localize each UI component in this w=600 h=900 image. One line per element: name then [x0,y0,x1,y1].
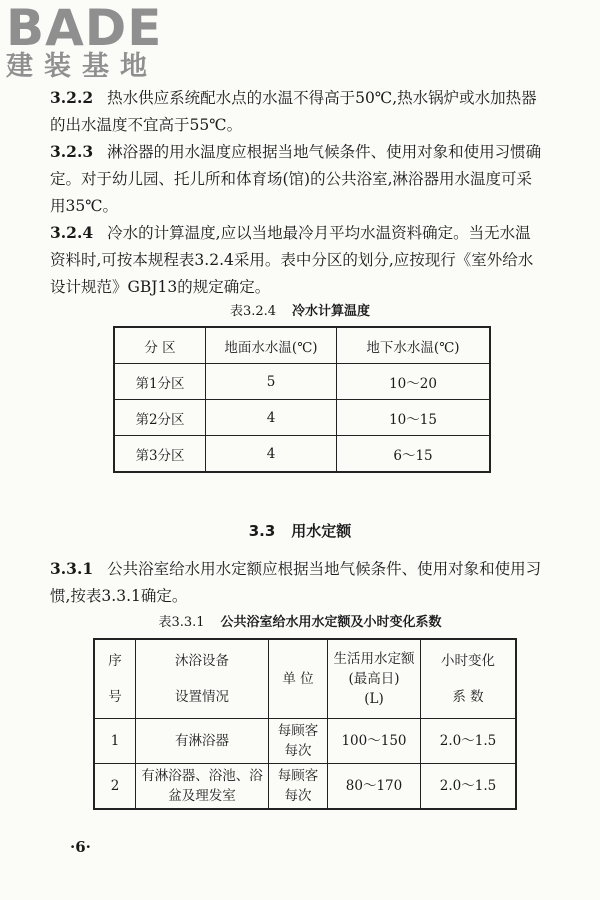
section-title: 用水定额 [291,522,352,540]
clause-text: 冷水的计算温度,应以当地最冷月平均水温资料确定。当无水温资料时,可按本规程表3.2.4采用。表中分区的划分,应按现行《室外给水设计规范》GBJ13的规定确定。 [50,224,534,296]
table-3-2-4-caption [0,300,600,319]
cell-ground: 10～20 [337,364,491,400]
caption-number: 表3.2.4 [229,304,277,319]
table-header-row [114,327,490,364]
table-row [114,364,490,400]
clause-3-2-4 [50,219,546,301]
header-ground-water: 地下水水温(℃) [337,327,491,364]
header-quota-line1: 生活用水定额 [333,651,415,667]
cell-coefficient: 2.0～1.5 [421,719,517,764]
table-header-row [94,639,516,719]
clause-number: 3.3.1 [50,559,94,578]
header-equipment [136,639,269,719]
table-row [94,764,516,810]
cell-seq: 1 [94,719,136,764]
header-quota-line2: (最高日) [348,671,400,687]
cell-zone: 第3分区 [114,436,206,473]
clause-3-3-1 [50,555,546,610]
header-coefficient [421,639,517,719]
header-equip-bottom: 设置情况 [175,689,229,705]
bathhouse-water-quota-table [93,638,517,810]
cell-zone: 第1分区 [114,364,206,400]
cell-quota: 100～150 [328,719,421,764]
page-number: ·6· [70,838,91,856]
cell-surface: 5 [206,364,337,400]
header-equip-top: 沐浴设备 [175,653,229,669]
cell-equipment: 有淋浴器、浴池、浴盆及理发室 [136,764,269,810]
cell-ground: 10～15 [337,400,491,436]
cell-quota: 80～170 [328,764,421,810]
header-quota [328,639,421,719]
logo-subtitle: 建装基地 [6,51,158,82]
clause-text: 热水供应系统配水点的水温不得高于50℃,热水锅炉或水加热器的出水温度不宜高于55℃。 [50,89,537,134]
cell-surface: 4 [206,436,337,473]
header-seq [94,639,136,719]
cell-unit: 每顾客每次 [269,764,328,810]
header-seq-bottom: 号 [108,689,122,705]
clause-text: 淋浴器的用水温度应根据当地气候条件、使用对象和使用习惯确定。对于幼儿园、托儿所和体育场(馆)的公共浴室,淋浴器用水温度可采用35℃。 [50,143,542,215]
cell-seq: 2 [94,764,136,810]
clause-number: 3.2.3 [50,142,94,161]
section-number: 3.3 [248,522,276,540]
caption-number: 表3.3.1 [158,615,205,630]
header-seq-top: 序 [108,653,122,669]
table-row [94,719,516,764]
clause-3-2-3 [50,138,546,220]
clause-text: 公共浴室给水用水定额应根据当地气候条件、使用对象和使用习惯,按表3.3.1确定。 [50,560,542,605]
clause-number: 3.2.4 [50,223,94,242]
cell-ground: 6～15 [337,436,491,473]
header-unit: 单 位 [269,639,328,719]
header-coef-top: 小时变化 [441,653,495,669]
cold-water-temperature-table [113,326,491,473]
table-row [114,436,490,473]
header-coef-bottom: 系 数 [452,689,484,705]
section-heading [0,520,600,541]
cell-equipment: 有淋浴器 [136,719,269,764]
cell-zone: 第2分区 [114,400,206,436]
clause-3-2-2 [50,84,546,139]
header-quota-line3: (L) [364,691,384,707]
logo-wordmark: BADE [6,0,163,57]
table-3-3-1-caption [0,611,600,630]
clause-number: 3.2.2 [50,88,94,107]
table-row [114,400,490,436]
caption-title: 公共浴室给水用水定额及小时变化系数 [220,615,442,630]
cell-coefficient: 2.0～1.5 [421,764,517,810]
header-surface-water: 地面水水温(℃) [206,327,337,364]
cell-unit: 每顾客每次 [269,719,328,764]
caption-title: 冷水计算温度 [292,304,371,319]
cell-surface: 4 [206,400,337,436]
site-logo [6,2,176,82]
header-zone: 分 区 [114,327,206,364]
